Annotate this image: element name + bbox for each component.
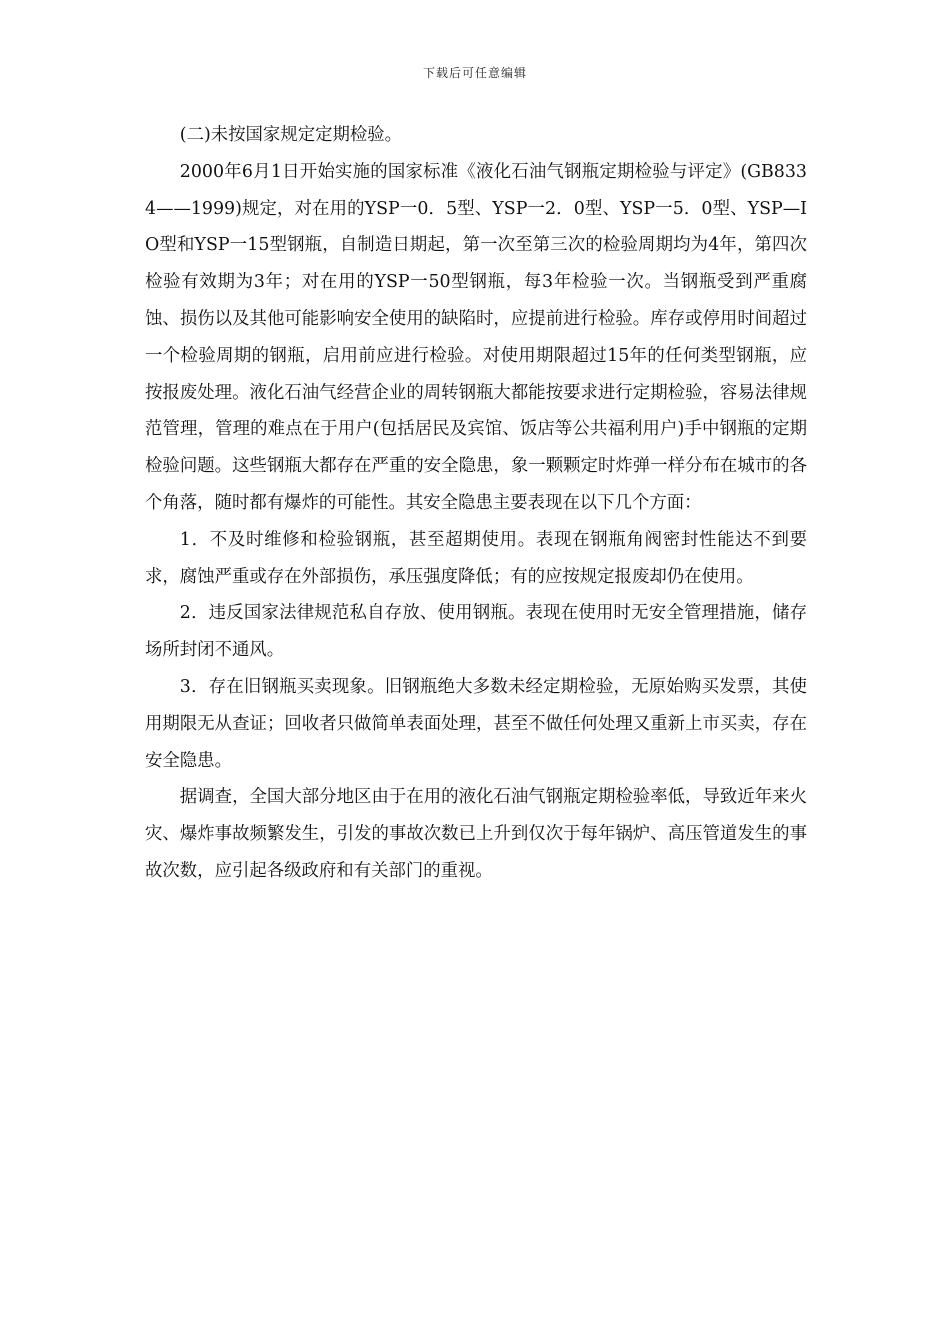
list-item-3: 3．存在旧钢瓶买卖现象。旧钢瓶绝大多数未经定期检验，无原始购买发票，其使用期限无从查证；回收者只做简单表面处理，甚至不做任何处理又重新上市买卖，存在安全隐患。	[145, 676, 807, 771]
document-body	[145, 117, 807, 890]
list-item-2: 2．违反国家法律规范私自存放、使用钢瓶。表现在使用时无安全管理措施，储存场所封闭不通风。	[145, 603, 807, 661]
page-header: 下载后可任意编辑	[422, 66, 527, 80]
paragraph-conclusion: 据调查，全国大部分地区由于在用的液化石油气钢瓶定期检验率低，导致近年来火灾、爆炸事故频繁发生，引发的事故次数已上升到仅次于每年锅炉、高压管道发生的事故次数，应引起各级政府和有关部门的重视。	[145, 787, 807, 881]
section-heading: (二)未按国家规定定期检验。	[179, 125, 403, 145]
paragraph-regulation: 2000年6月1日开始实施的国家标准《液化石油气钢瓶定期检验与评定》(GB8334——1999)规定，对在用的YSP一0．5型、YSP一2．0型、YSP一5．0型、YSP—IO型和YSP一15型钢瓶，自制造日期起，第一次至第三次的检验周期均为4年，第四次检验有效期为3年；对在用的YSP一50型钢瓶，每3年检验一次。当钢瓶受到严重腐蚀、损伤以及其他可能影响安全使用的缺陷时，应提前进行检验。库存或停用时间超过一个检验周期的钢瓶，启用前应进行检验。对使用期限超过15年的任何类型钢瓶，应按报废处理。液化石油气经营企业的周转钢瓶大都能按要求进行定期检验，容易法律规范管理，管理的难点在于用户(包括居民及宾馆、饭店等公共福利用户)手中钢瓶的定期检验问题。这些钢瓶大都存在严重的安全隐患，象一颗颗定时炸弹一样分布在城市的各个角落，随时都有爆炸的可能性。其安全隐患主要表现在以下几个方面：	[145, 161, 807, 513]
list-item-1: 1．不及时维修和检验钢瓶，甚至超期使用。表现在钢瓶角阀密封性能达不到要求，腐蚀严重或存在外部损伤，承压强度降低；有的应按规定报废却仍在使用。	[145, 529, 807, 587]
